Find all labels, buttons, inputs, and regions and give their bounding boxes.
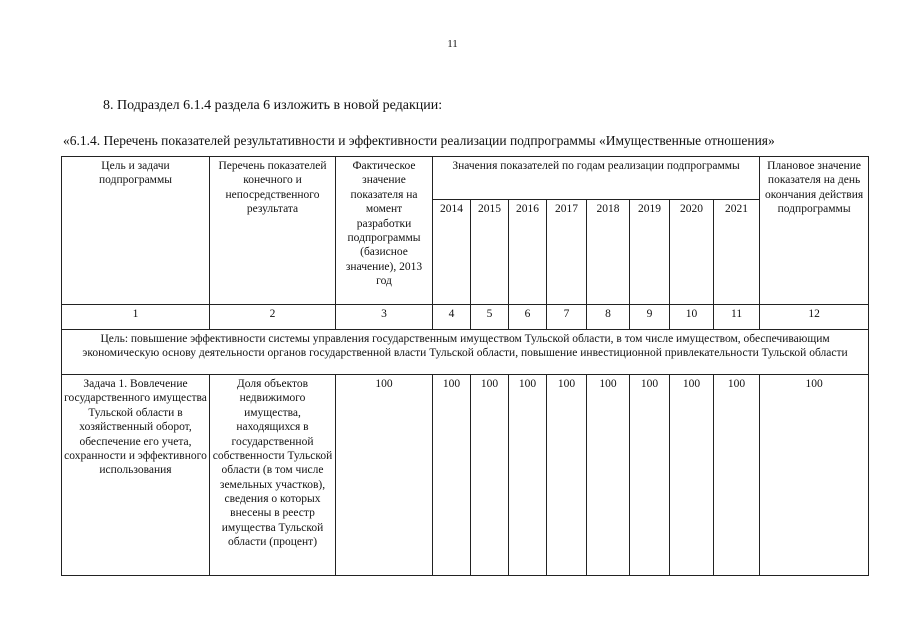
column-number: 8 — [587, 305, 630, 330]
column-number: 2 — [210, 305, 336, 330]
header-row — [62, 157, 869, 200]
instruction-text: 8. Подраздел 6.1.4 раздела 6 изложить в новой редакции: — [103, 98, 443, 113]
column-number: 9 — [630, 305, 670, 330]
header-years-group: Значения показателей по годам реализации подпрограммы — [433, 157, 760, 200]
page-number: 11 — [447, 38, 458, 50]
indicators-table — [61, 156, 869, 576]
year-value: 100 — [471, 375, 509, 576]
base-value: 100 — [336, 375, 433, 576]
header-year: 2018 — [587, 200, 630, 305]
year-value: 100 — [587, 375, 630, 576]
year-value: 100 — [670, 375, 714, 576]
indicator-text: Доля объектов недвижимого имущества, находящихся в государственной собственности Тульской области (в том числе земельных участков), сведения о которых внесены в реестр имущества Тульской области (процент) — [210, 375, 336, 576]
header-year: 2014 — [433, 200, 471, 305]
header-year: 2019 — [630, 200, 670, 305]
column-number: 4 — [433, 305, 471, 330]
goal-text: Цель: повышение эффективности системы управления государственным имуществом Тульской области, в том числе имуществом, обеспечивающим экономическую основу деятельности органов государственной власти Тульской области, повышение инвестиционной привлекательности Тульской области — [62, 330, 869, 375]
column-number: 3 — [336, 305, 433, 330]
header-year: 2016 — [509, 200, 547, 305]
year-value: 100 — [433, 375, 471, 576]
column-number: 12 — [760, 305, 869, 330]
header-year: 2017 — [547, 200, 587, 305]
column-number-row — [62, 305, 869, 330]
year-value: 100 — [714, 375, 760, 576]
column-number: 10 — [670, 305, 714, 330]
year-value: 100 — [547, 375, 587, 576]
year-value: 100 — [509, 375, 547, 576]
header-indicators: Перечень показателей конечного и непосредственного результата — [210, 157, 336, 305]
task-text: Задача 1. Вовлечение государственного имущества Тульской области в хозяйственный оборот, обеспечение его учета, сохранности и эффективного использования — [62, 375, 210, 576]
table-title: «6.1.4. Перечень показателей результативности и эффективности реализации подпрограммы «Имущественные отношения» — [63, 133, 775, 148]
year-value: 100 — [630, 375, 670, 576]
plan-value: 100 — [760, 375, 869, 576]
header-year: 2020 — [670, 200, 714, 305]
task-row — [62, 375, 869, 576]
header-year: 2015 — [471, 200, 509, 305]
column-number: 5 — [471, 305, 509, 330]
header-base-value: Фактическое значение показателя на момент разработки подпрограммы (базисное значение), 2013 год — [336, 157, 433, 305]
header-goal-tasks: Цель и задачи подпрограммы — [62, 157, 210, 305]
column-number: 7 — [547, 305, 587, 330]
column-number: 11 — [714, 305, 760, 330]
header-year: 2021 — [714, 200, 760, 305]
goal-row — [62, 330, 869, 375]
column-number: 6 — [509, 305, 547, 330]
header-plan-value: Плановое значение показателя на день окончания действия подпрограммы — [760, 157, 869, 305]
column-number: 1 — [62, 305, 210, 330]
